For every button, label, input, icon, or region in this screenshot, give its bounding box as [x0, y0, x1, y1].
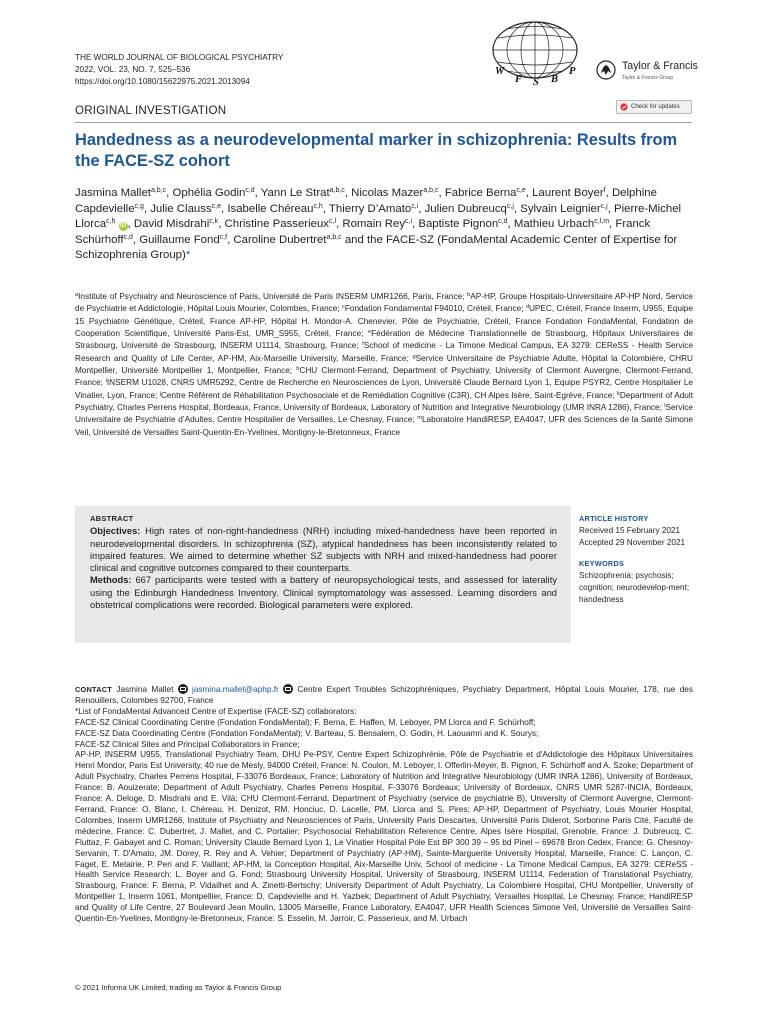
author-affiliation-mark: c,e — [211, 202, 221, 210]
contact-footnote — [75, 684, 693, 925]
affiliation-text: Centre Référent de Réhabilitation Psychosociale et de Remédiation Cognitive (C3R), CH Alpes Isère, Saint-Egrève, France; — [160, 390, 618, 400]
keywords-text: Schizophrenia; psychosis; cognition; neurodevelop-ment; handedness — [579, 571, 690, 604]
author-affiliation-mark: c,k — [209, 218, 219, 226]
accepted-date: Accepted 29 November 2021 — [579, 537, 686, 547]
abstract — [90, 513, 557, 611]
author-affiliation-mark: c,l,m — [594, 218, 610, 226]
author-affiliation-mark: c,e — [516, 187, 526, 194]
author-name: Ophélia Godin — [172, 187, 246, 199]
methods-text: 667 participants were tested with a battery of neuropsychological tests, and assessed for laterality using the Edinburgh Handedness Inventory. Clinical symptomatology was assessed. Learning disorders and obstetrical complications were recorded. Biological parameters were explored. — [90, 575, 557, 610]
author-name: Isabelle Chéreau — [227, 202, 314, 215]
author-name: Guillaume Fond — [139, 233, 220, 246]
affiliation-mark: a — [75, 292, 79, 298]
email-icon — [178, 684, 188, 694]
society-letter: P — [569, 66, 576, 77]
article-sidebar — [579, 513, 699, 606]
author-list: Jasmina Mallet$^{a,b,c}$, Ophélia Godin$^{c,d}$, Yann Le Strat$^{a,b,c}$, Nicolas Mazer$^{a,b,c}$, Fabrice Berna$^{c,e}$, Laurent Boyer$^f$, Delphine Capdevielle$^{c,g}$, Julie Clauss$^{c,e}$, Isabelle Chéreau$^{c,h}$, Thierry D’Amato$^{c,i}$, Julien Dubreucq$^{c,j}$, Sylvain Leignier$^{c,j}$, Pierre-Michel Llorca$^{c,h}$ iD , David Misdrahi$^{c,k}$, Christine Passerieux$^{c,l}$, Romain Rey$^{c,i}$, Baptiste Pignon$^{c,d}$, Mathieu Urbach$^{c,l,m}$, Franck Schürhoff$^{c,d}$, Guillaume Fond$^{c,f}$, Caroline Dubertret$^{a,b,c}$ and the FACE-SZ (FondaMental Academic Center of Expertise for Schizophrenia Group)* — [75, 187, 682, 262]
authors-footnote-mark[interactable]: * — [185, 249, 191, 262]
author-name: Pierre-Michel Llorca — [75, 202, 682, 231]
affiliation-text: Laboratoire HandiRESP, EA4047, UFR des Sciences de la Santé Simone Veil, Université de Versailles Saint-Quentin-En-Yvelines, Montigny-le-Bretonneux, France — [75, 415, 693, 437]
affiliation-text: Institute of Psychiatry and Neuroscience of Paris, Université de Paris INSERM UMR1266, Paris, France; — [78, 292, 468, 301]
author-name: Baptiste Pignon — [418, 218, 499, 231]
affiliation-text: Service Universitaire de Psychiatrie Adulte, Hôpital la Colombière, CHRU Montpellier, Université Montpellier 1, Montpellier, France; — [75, 353, 694, 376]
affiliation-text: Fondation Fondamental F94010, Créteil, France; — [344, 304, 526, 314]
collaborator-note: FACE-SZ Clinical Sites and Principal Collaborators in France; — [75, 739, 300, 749]
affiliation-text: Department of Adult Psychiatry, Charles Perrens Hospital, Bordeaux, France, University of Bordeaux, Laboratory of Nutrition and Integrative Neurobiology (UMR INRA 1286), France; — [75, 390, 693, 413]
author-affiliation-mark: c,g — [134, 202, 144, 210]
author-affiliation-mark: a,b,c — [329, 187, 345, 194]
author-name: Mathieu Urbach — [513, 218, 595, 231]
publisher-name: Taylor & Francis — [622, 60, 698, 72]
affiliation-mark: m — [417, 415, 422, 422]
author-affiliation-mark: f — [603, 187, 606, 194]
journal-name: THE WORLD JOURNAL OF BIOLOGICAL PSYCHIATRY — [75, 53, 284, 62]
author-affiliation-mark: c,h — [313, 202, 323, 210]
society-letter: B — [551, 74, 559, 85]
affiliation-mark: d — [525, 304, 529, 311]
section-label: ORIGINAL INVESTIGATION — [75, 104, 227, 117]
author-name: Laurent Boyer — [532, 187, 604, 199]
address-icon — [283, 684, 293, 694]
affiliation-text: Fédération de Médecine Translationnelle de Strasbourg, Hôpitaux Universitaires de Strasbourg, Université de Strasbourg, INSERM U1114, Strasbourg, France; — [75, 329, 694, 351]
author-affiliation-mark: a,b,c — [150, 187, 167, 194]
author-affiliation-mark: c,h — [106, 218, 116, 226]
author-name: Yann Le Strat — [260, 187, 330, 199]
affiliation-mark: e — [368, 329, 372, 336]
author-name: Nicolas Mazer — [351, 187, 424, 199]
collaborator-list: AP-HP, INSERM U955, Translational Psychiatry Team, DHU Pe-PSY, Centre Expert Schizophrénie, Pôle de Psychiatrie et d'Addictologie des Hôpitaux Universitaires Henri Mondor, Paris Est University, 40 rue de Mesly, 94000 Créteil, France: N. Coulon, M. Leboyer, I. Offerlin-Meyer, B. Pignon, F. Schürhoff and A. Szoke; Department of Adult Psychiatry, Charles Perrens Hospital, F-33076 Bordeaux, France; Laboratory of Nutrition and Integrative Neurobiology (UMR INRA 1286), University of Bordeaux, France: B. Aouizerate; Department of Adult Psychiatry, Charles Perrens Hospital, F-33076 Bordeaux; University of Bordeaux, CNRS UMR 5287-INCIA, Bordeaux, France: A. Deloge, D. Misdrahi and E. Vilà; CHU Clermont-Ferrand, Department of Psychiatry (service de psychiatrie B), University of Clermont Auvergne, Clermont-Ferrand, France: O. Blanc, I. Chéreau, H. Denizot, RM. Honciuc, D. Lacelle, PM. Llorca and S. Pires; AP-HP, Department of Psychiatry, Louis Mourier Hospital, Colombes, Inserm UMR1266, Institute of Psychiatry and Neurosciences of Paris, University Paris Descartes, Université Paris Diderot, Sorbonne Paris Cité, Faculté de médecine, France: C. Dubertret, J. Mallet, and C. Portalier; Psychosocial Rehabilitation Reference Centre, Alpes Isère Hospital, Grenoble, France: J. Dubreucq, C. Fluttaz, F. Gabayet and C. Roman; University Claude Bernard Lyon 1, Le Vinatier Hospital Pole Est BP 300 39 – 95 bd Pinel – 69678 Bron Cedex, France: G. Chesnoy-Servanin, T. D'Amato, JM. Dorey, R. Rey and A. Vehier; Department of Psychiatry (AP-HM), Sainte-Marguerite University Hospital, Marseille, France: C. Lançon, C. Faget, E. Metairie, P. Peri and F. Vaillant; AP-HM, la Conception Hospital, Aix-Marseille Univ, School of medicine - La Timone Medical Campus, EA 3279: CEReSS - Health Service Research: L. Boyer and G. Fond; Strasbourg University Hospital, University of Strasbourg, INSERM U1114, Federation of Translational Psychiatry, Strasbourg, France: F. Berna, P. Vidailhet and A. Zinetti-Bertschy; University Department of Adult Psychiatry, La Colombiere Hospital, CHU Montpellier, University of Montpellier 1, Inserm 1061, Montpellier, France: D. Capdevielle and H. Yazbek; Department of Adult Psychiatry, Versailles Hospital, Le Chesnay, France; HandiRESP and Quality of Life Centre, 27 Boulevard Jean Moulin, 13005 Marseille, France Laboratory, EA4047, UFR Health Sciences Simone Veil, Université de Versailles Saint-Quentin-En-Yvelines, Montigny-le-Bretonneux, France: S. Esselin, M. Jarroir, C. Passerieux, and M. Urbach — [75, 750, 693, 924]
author-affiliation-mark: c,f — [219, 233, 228, 241]
collaborator-note: *List of FondaMental Advanced Centre of Expertise (FACE-SZ) collaborators: — [75, 706, 357, 716]
author-affiliation-mark: c,i — [411, 202, 419, 210]
affiliation-text: AP-HP, Groupe Hospitalo-Universitaire AP-HP Nord, Service de Psychiatrie et Addictologie, Hôpital Louis Mourier, Colombes, France; — [75, 292, 693, 314]
author-name: Thierry D’Amato — [328, 202, 412, 215]
affiliation-text: Service Universitaire de Psychiatrie d’Adultes, Centre Hospitalier de Versailles, Le Chesnay, France; — [75, 403, 693, 425]
author-affiliation-mark: c,d — [498, 218, 508, 226]
objectives-label: Objectives: — [90, 526, 141, 537]
author-name: Sylvain Leignier — [520, 202, 601, 215]
society-letter: F — [515, 74, 523, 85]
article-title: Handedness as a neurodevelopmental marker in schizophrenia: Results from the FACE-SZ cohort — [75, 131, 678, 170]
received-date: Received 15 February 2021 — [579, 525, 681, 535]
affiliation-text: School of medicine - La Timone Medical Campus, EA 3279: CEReSS - Health Service Research and Quality of Life Center, AP-HM, Aix-Marseille University, Marseille, France; — [75, 341, 693, 363]
affiliation-mark: g — [412, 353, 416, 360]
affiliation-mark: h — [296, 366, 300, 373]
check-updates-label: Check for updates — [631, 104, 680, 110]
author-affiliation-mark: a,b,c — [423, 187, 439, 194]
affiliation-text: INSERM U1028, CNRS UMR5292, Centre de Recherche en Neurosciences de Lyon, Université Claude Bernard Lyon 1, Equipe PSYR2, Centre Hospitalier Le Vinatier, Lyon, France; — [75, 378, 693, 400]
affiliation-text: CHU Clermont-Ferrand, Department of Psychiatry, University of Clermont Auvergne, Clermont-Ferrand, France; — [75, 366, 693, 388]
contact-name: Jasmina Mallet — [116, 685, 174, 694]
affiliation-mark: l — [664, 403, 666, 410]
author-affiliation-mark: c,j — [600, 202, 608, 210]
collaborator-note: FACE-SZ Clinical Coordinating Centre (Fondation FondaMental); F. Berna, E. Haffen, M. Leboyer, PM Llorca and F. Schürhoff; — [75, 717, 536, 727]
check-updates-icon — [620, 103, 628, 111]
collaborator-note: FACE-SZ Data Coordinating Centre (Fondation FondaMental); V. Barteau, S. Bensalem, O. Godin, H. Laouamri and K. Sourys; — [75, 728, 539, 738]
author-name: Romain Rey — [342, 218, 406, 231]
author-affiliation-mark: c,i — [405, 218, 413, 226]
contact-address: Centre Expert Troubles Schizophréniques, Psychiatry Department, Hôpital Louis Mourier, 178, rue des Renouillers, Colombes 92700, France — [75, 685, 694, 705]
copyright: © 2021 Informa UK Limited, trading as Taylor & Francis Group — [75, 983, 282, 992]
affiliation-mark: b — [467, 292, 471, 298]
contact-label: CONTACT — [75, 685, 112, 694]
author-affiliation-mark: c,d — [123, 233, 133, 241]
author-name: Delphine Capdevielle — [75, 187, 657, 215]
article-history-heading: ARTICLE HISTORY — [579, 514, 649, 523]
journal-info — [75, 52, 283, 88]
affiliation-text: UPEC, Créteil, France Inserm, U955, Equipe 15 Psychiatrie Génétique, Créteil, France AP-HP, Hôpital H. Mondor-A. Chenevier, Pôle de Psychiatrie, Créteil, France Fondation FondaMental, Fondation de Cooperation Scientifique, Université Paris-Est, UMR_S955, Créteil, France; — [75, 304, 693, 339]
abstract-heading: ABSTRACT — [90, 514, 134, 523]
author-affiliation-mark: c,d — [245, 187, 255, 194]
society-letter: W — [495, 66, 505, 77]
journal-doi[interactable]: https://doi.org/10.1080/15622975.2021.2013094 — [75, 77, 250, 86]
objectives-text: High rates of non-right-handedness (NRH) including mixed-handedness have been reported in neurodevelopmental disorders. In schizophrenia (SZ), atypical handedness has been inconsistently related to impaired features. We aimed to determine whether SZ subjects with NRH and mixed-handedness had poorer clinical and cognitive outcomes compared to their counterparts. — [90, 526, 557, 573]
affiliations — [75, 291, 693, 439]
keywords-heading: KEYWORDS — [579, 559, 625, 569]
affiliation-mark: c — [342, 304, 345, 311]
author-affiliation-mark: a,b,c — [326, 233, 342, 241]
author-name: Christine Passerieux — [224, 218, 329, 231]
author-affiliation-mark: c,l — [329, 218, 336, 226]
author-name: Julie Clauss — [150, 202, 212, 215]
publisher-sub: Taylor & Francis Group — [622, 75, 674, 81]
society-letter: S — [533, 77, 539, 88]
authors-group: and the FACE-SZ (FondaMental Academic Center of Expertise for Schizophrenia Group) — [75, 233, 678, 262]
affiliation-mark: f — [362, 341, 364, 348]
author-name: David Misdrahi — [133, 218, 210, 231]
taylor-francis-logo — [596, 60, 616, 80]
affiliation-mark: i — [105, 378, 107, 385]
author-name: Julien Dubreucq — [424, 202, 507, 215]
contact-email[interactable]: jasmina.mallet@aphp.fr — [192, 685, 279, 694]
author-name: Jasmina Mallet — [75, 187, 151, 199]
affiliation-mark: j — [159, 390, 161, 397]
methods-label: Methods: — [90, 575, 132, 586]
check-updates-button[interactable] — [616, 100, 692, 114]
author-name: Franck Schürhoff — [75, 218, 651, 246]
header-divider — [75, 122, 692, 123]
affiliation-mark: k — [617, 390, 620, 397]
journal-volume: 2022, VOL. 23, NO. 7, 525–536 — [75, 65, 191, 74]
author-name: Caroline Dubertret — [233, 233, 327, 246]
author-name: Fabrice Berna — [444, 187, 517, 199]
orcid-icon[interactable]: iD — [120, 223, 127, 230]
author-affiliation-mark: c,j — [506, 202, 514, 210]
